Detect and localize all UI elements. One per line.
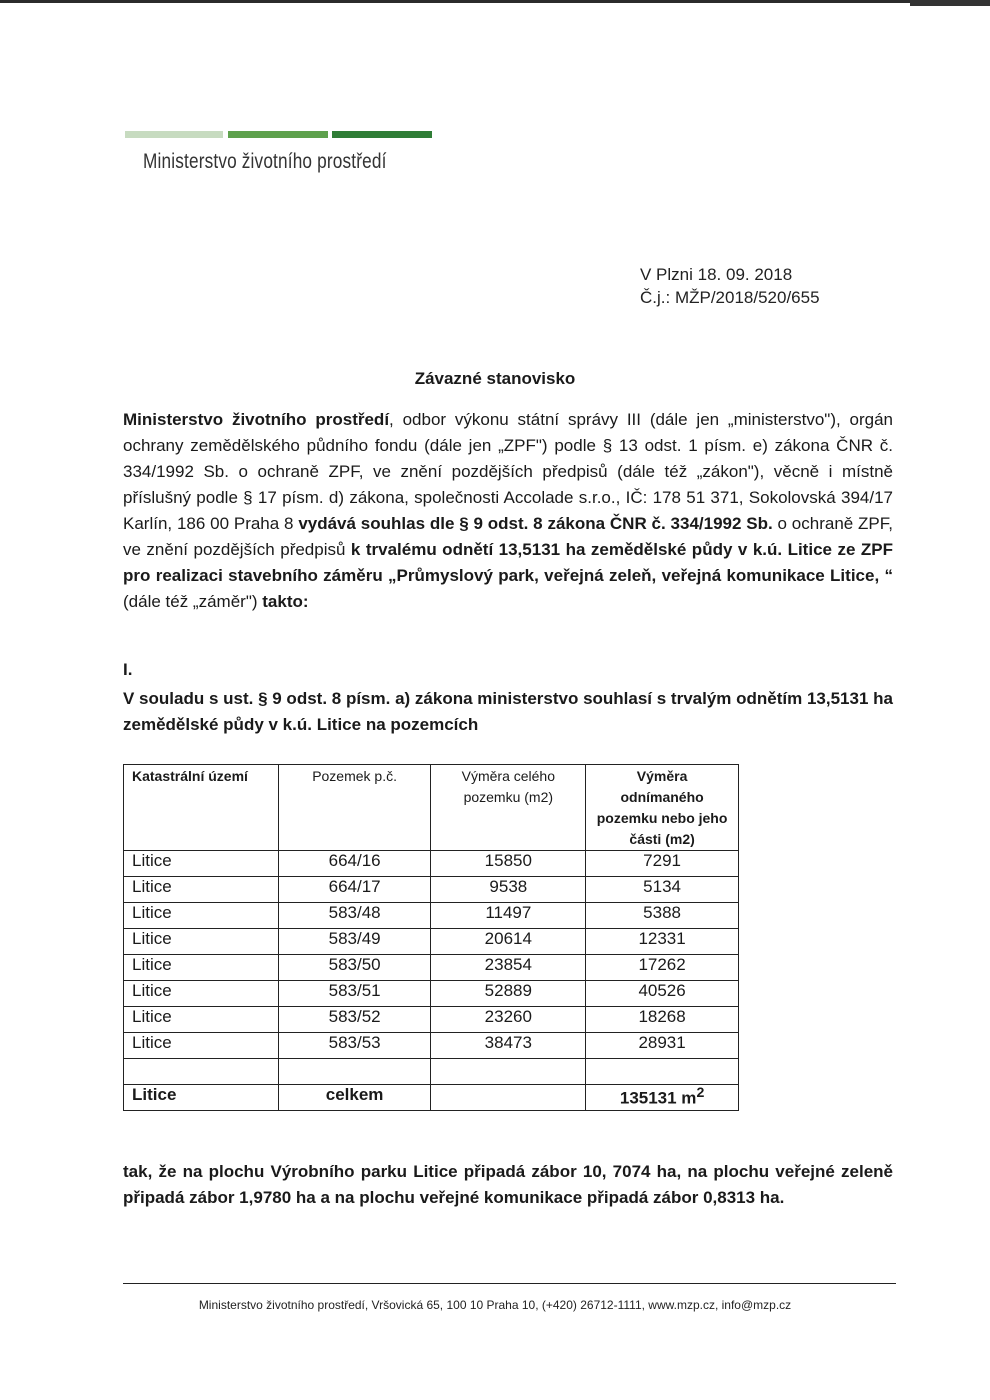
cell-area: Litice [124, 1033, 279, 1059]
cell-plot: 583/51 [278, 981, 431, 1007]
footer-contact: Ministerstvo životního prostředí, Vršovická 65, 100 10 Praha 10, (+420) 26712-1111, www.mzp.cz, info@mzp.cz [198, 1298, 792, 1312]
cell-plot: 583/52 [278, 1007, 431, 1033]
footer-divider [123, 1283, 896, 1284]
date-block [640, 263, 820, 309]
cell-area: Litice [124, 955, 279, 981]
intro-paragraph [123, 407, 893, 615]
logo-bar-mid [228, 131, 328, 138]
cell-area: Litice [124, 929, 279, 955]
table-row [124, 1007, 739, 1033]
table-row [124, 955, 739, 981]
scan-top-edge [0, 0, 990, 3]
place-date: V Plzni 18. 09. 2018 [640, 265, 793, 284]
cell-plot: 583/50 [278, 955, 431, 981]
total-value-cell [586, 1085, 739, 1111]
document-title: Závazné stanovisko [414, 369, 576, 388]
header-plot-number: Pozemek p.č. [278, 765, 431, 851]
intro-part-2: , odbor výkonu státní správy III (dále jen „ministerstvo"), orgán ochrany zemědělského půdního fondu (dále jen „ZPF") podle § 13 odst. 1 písm. e) zákona ČNR č. 334/1992 Sb. o ochraně ZPF, ve znění pozdějších předpisů (dále též „zákon"), věcně i místně příslušný podle § 17 písm. d) zákona, společnosti Accolade s.r.o., IČ: 178 51 371, Sokolovská 394/17 Karlín, 186 00 Praha 8 [123, 410, 893, 533]
logo-bar-dark [332, 131, 432, 138]
cell-withdrawn: 12331 [586, 929, 739, 955]
cell-total: 23854 [431, 955, 586, 981]
intro-part-6: (dále též „záměr") [123, 592, 263, 611]
total-empty-cell [431, 1085, 586, 1111]
intro-part-5: k trvalému odnětí 13,5131 ha zemědělské půdy v k.ú. Litice ze ZPF pro realizaci stavebního záměru „Průmyslový park, veřejná zeleň, veřejná komunikace Litice, “ [123, 540, 893, 585]
total-label: celkem [278, 1085, 431, 1111]
blank-cell [124, 1059, 279, 1085]
total-area: Litice [124, 1085, 279, 1111]
reference-number: Č.j.: MŽP/2018/520/655 [640, 288, 820, 307]
table-total-row [124, 1085, 739, 1111]
cell-withdrawn: 5388 [586, 903, 739, 929]
cell-total: 15850 [431, 851, 586, 877]
table-row [124, 929, 739, 955]
table-row [124, 851, 739, 877]
table-row [124, 903, 739, 929]
blank-cell [431, 1059, 586, 1085]
intro-part-1: Ministerstvo životního prostředí [123, 410, 390, 429]
cell-withdrawn: 18268 [586, 1007, 739, 1033]
table-blank-row [124, 1059, 739, 1085]
header-withdrawn-area: Výměra odnímaného pozemku nebo jeho části (m2) [586, 765, 739, 851]
cell-area: Litice [124, 981, 279, 1007]
cell-plot: 583/48 [278, 903, 431, 929]
cell-plot: 664/16 [278, 851, 431, 877]
cell-withdrawn: 17262 [586, 955, 739, 981]
cell-plot: 664/17 [278, 877, 431, 903]
cell-total: 11497 [431, 903, 586, 929]
cell-total: 20614 [431, 929, 586, 955]
scan-top-edge-mark [910, 0, 990, 6]
cell-total: 23260 [431, 1007, 586, 1033]
intro-part-4: o ochraně ZPF, ve znění pozdějších předpisů [123, 514, 893, 559]
cell-withdrawn: 7291 [586, 851, 739, 877]
plots-table [123, 764, 739, 1111]
header-total-area: Výměra celého pozemku (m2) [431, 765, 586, 851]
total-value: 135131 m [619, 1088, 697, 1108]
table-row [124, 877, 739, 903]
cell-area: Litice [124, 877, 279, 903]
ministry-logo-bars [125, 131, 432, 138]
cell-withdrawn: 5134 [586, 877, 739, 903]
table-row [124, 1033, 739, 1059]
cell-total: 9538 [431, 877, 586, 903]
cell-total: 38473 [431, 1033, 586, 1059]
blank-cell [278, 1059, 431, 1085]
blank-cell [586, 1059, 739, 1085]
cell-total: 52889 [431, 981, 586, 1007]
section-text: V souladu s ust. § 9 odst. 8 písm. a) zákona ministerstvo souhlasí s trvalým odnětím 13,5131 ha zemědělské půdy v k.ú. Litice na pozemcích [123, 689, 893, 734]
intro-part-7: takto: [262, 592, 309, 611]
section-number: I. [123, 660, 133, 679]
intro-part-3: vydává souhlas dle § 9 odst. 8 zákona ČNR č. 334/1992 Sb. [298, 514, 773, 533]
cell-area: Litice [124, 1007, 279, 1033]
cell-withdrawn: 28931 [586, 1033, 739, 1059]
total-unit-exponent: 2 [696, 1085, 705, 1101]
closing-paragraph: tak, že na plochu Výrobního parku Litice připadá zábor 10, 7074 ha, na plochu veřejné zeleně připadá zábor 1,9780 ha a na plochu veřejné komunikace připadá zábor 0,8313 ha. [123, 1162, 893, 1207]
table-row [124, 981, 739, 1007]
cell-plot: 583/49 [278, 929, 431, 955]
cell-area: Litice [124, 851, 279, 877]
cell-withdrawn: 40526 [586, 981, 739, 1007]
cell-plot: 583/53 [278, 1033, 431, 1059]
cell-area: Litice [124, 903, 279, 929]
table-header-row [124, 765, 739, 851]
ministry-logo-text: Ministerstvo životního prostředí [143, 150, 387, 173]
logo-bar-light [125, 131, 223, 138]
header-cadastral-area: Katastrální území [124, 765, 279, 851]
